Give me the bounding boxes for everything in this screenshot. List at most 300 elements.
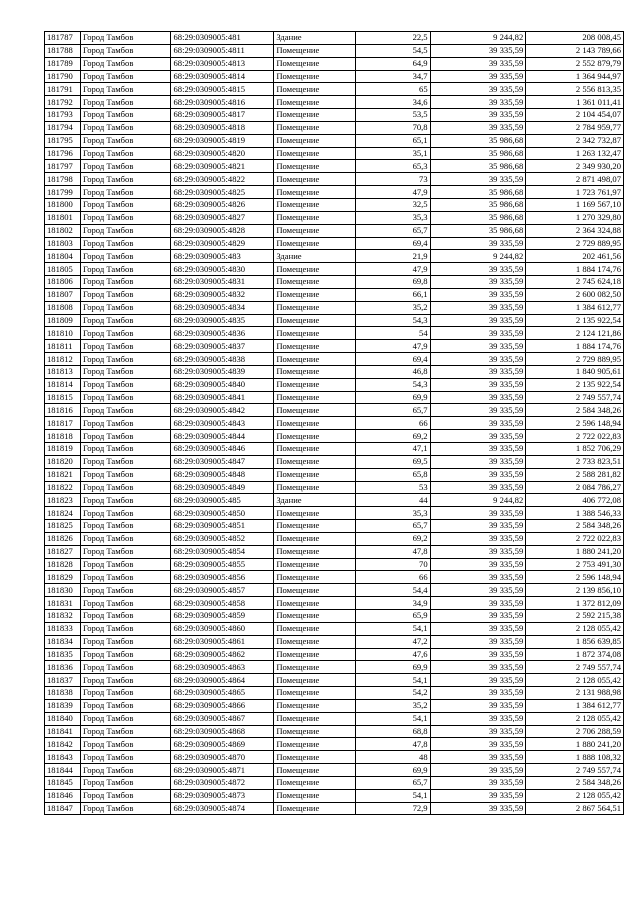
cadastral-number-cell: 68:29:0309005:4822 xyxy=(171,173,274,186)
area-cell: 69,2 xyxy=(355,430,430,443)
city-cell: Город Тамбов xyxy=(80,494,171,507)
cadastral-number-cell: 68:29:0309005:4839 xyxy=(171,365,274,378)
cadastral-value-cell: 2 135 922,54 xyxy=(526,314,624,327)
row-number-cell: 181797 xyxy=(45,160,81,173)
cadastral-value-cell: 1 270 329,80 xyxy=(526,211,624,224)
row-number-cell: 181843 xyxy=(45,751,81,764)
table-row xyxy=(45,237,624,250)
city-cell: Город Тамбов xyxy=(80,301,171,314)
table-row xyxy=(45,532,624,545)
cadastral-value-cell: 2 596 148,94 xyxy=(526,571,624,584)
cadastral-number-cell: 68:29:0309005:4836 xyxy=(171,327,274,340)
unit-value-cell: 39 335,59 xyxy=(430,776,526,789)
object-type-cell: Помещение xyxy=(274,751,355,764)
table-row xyxy=(45,764,624,777)
unit-value-cell: 39 335,59 xyxy=(430,443,526,456)
cadastral-value-cell: 2 584 348,26 xyxy=(526,520,624,533)
cadastral-value-cell: 2 552 879,79 xyxy=(526,57,624,70)
cadastral-number-cell: 68:29:0309005:4862 xyxy=(171,648,274,661)
city-cell: Город Тамбов xyxy=(80,584,171,597)
object-type-cell: Помещение xyxy=(274,597,355,610)
object-type-cell: Помещение xyxy=(274,147,355,160)
city-cell: Город Тамбов xyxy=(80,250,171,263)
unit-value-cell: 9 244,82 xyxy=(430,250,526,263)
cadastral-value-table xyxy=(44,31,624,815)
cadastral-value-cell: 1 880 241,20 xyxy=(526,738,624,751)
city-cell: Город Тамбов xyxy=(80,353,171,366)
cadastral-value-cell: 202 461,56 xyxy=(526,250,624,263)
row-number-cell: 181837 xyxy=(45,674,81,687)
cadastral-value-cell: 1 852 706,29 xyxy=(526,443,624,456)
row-number-cell: 181829 xyxy=(45,571,81,584)
row-number-cell: 181808 xyxy=(45,301,81,314)
city-cell: Город Тамбов xyxy=(80,507,171,520)
city-cell: Город Тамбов xyxy=(80,378,171,391)
unit-value-cell: 39 335,59 xyxy=(430,430,526,443)
city-cell: Город Тамбов xyxy=(80,32,171,45)
object-type-cell: Помещение xyxy=(274,301,355,314)
row-number-cell: 181807 xyxy=(45,288,81,301)
unit-value-cell: 39 335,59 xyxy=(430,301,526,314)
object-type-cell: Помещение xyxy=(274,622,355,635)
object-type-cell: Помещение xyxy=(274,96,355,109)
area-cell: 65,1 xyxy=(355,134,430,147)
row-number-cell: 181831 xyxy=(45,597,81,610)
cadastral-number-cell: 68:29:0309005:4864 xyxy=(171,674,274,687)
cadastral-number-cell: 68:29:0309005:4851 xyxy=(171,520,274,533)
city-cell: Город Тамбов xyxy=(80,276,171,289)
object-type-cell: Помещение xyxy=(274,391,355,404)
cadastral-number-cell: 68:29:0309005:4811 xyxy=(171,44,274,57)
city-cell: Город Тамбов xyxy=(80,468,171,481)
cadastral-value-cell: 1 856 639,85 xyxy=(526,635,624,648)
object-type-cell: Помещение xyxy=(274,404,355,417)
area-cell: 69,4 xyxy=(355,237,430,250)
area-cell: 35,3 xyxy=(355,507,430,520)
object-type-cell: Помещение xyxy=(274,661,355,674)
object-type-cell: Помещение xyxy=(274,776,355,789)
city-cell: Город Тамбов xyxy=(80,558,171,571)
object-type-cell: Помещение xyxy=(274,571,355,584)
cadastral-value-cell: 2 124 121,86 xyxy=(526,327,624,340)
row-number-cell: 181799 xyxy=(45,186,81,199)
area-cell: 54,3 xyxy=(355,314,430,327)
object-type-cell: Помещение xyxy=(274,558,355,571)
cadastral-value-cell: 2 143 789,66 xyxy=(526,44,624,57)
object-type-cell: Помещение xyxy=(274,57,355,70)
city-cell: Город Тамбов xyxy=(80,648,171,661)
cadastral-number-cell: 68:29:0309005:4841 xyxy=(171,391,274,404)
row-number-cell: 181812 xyxy=(45,353,81,366)
city-cell: Город Тамбов xyxy=(80,738,171,751)
city-cell: Город Тамбов xyxy=(80,70,171,83)
object-type-cell: Помещение xyxy=(274,648,355,661)
row-number-cell: 181823 xyxy=(45,494,81,507)
area-cell: 54,1 xyxy=(355,622,430,635)
unit-value-cell: 39 335,59 xyxy=(430,481,526,494)
unit-value-cell: 39 335,59 xyxy=(430,263,526,276)
table-row xyxy=(45,635,624,648)
unit-value-cell: 39 335,59 xyxy=(430,558,526,571)
city-cell: Город Тамбов xyxy=(80,532,171,545)
unit-value-cell: 39 335,59 xyxy=(430,622,526,635)
unit-value-cell: 35 986,68 xyxy=(430,147,526,160)
table-row xyxy=(45,70,624,83)
city-cell: Город Тамбов xyxy=(80,571,171,584)
table-row xyxy=(45,391,624,404)
cadastral-value-cell: 2 584 348,26 xyxy=(526,404,624,417)
unit-value-cell: 39 335,59 xyxy=(430,687,526,700)
cadastral-value-cell: 1 388 546,33 xyxy=(526,507,624,520)
cadastral-number-cell: 68:29:0309005:483 xyxy=(171,250,274,263)
table-row xyxy=(45,160,624,173)
cadastral-value-cell: 1 361 011,41 xyxy=(526,96,624,109)
area-cell: 65,7 xyxy=(355,404,430,417)
city-cell: Город Тамбов xyxy=(80,622,171,635)
city-cell: Город Тамбов xyxy=(80,661,171,674)
object-type-cell: Помещение xyxy=(274,70,355,83)
cadastral-number-cell: 68:29:0309005:4825 xyxy=(171,186,274,199)
area-cell: 21,9 xyxy=(355,250,430,263)
row-number-cell: 181847 xyxy=(45,802,81,815)
object-type-cell: Помещение xyxy=(274,327,355,340)
area-cell: 53,5 xyxy=(355,109,430,122)
row-number-cell: 181840 xyxy=(45,712,81,725)
cadastral-value-cell: 2 342 732,87 xyxy=(526,134,624,147)
cadastral-value-cell: 2 749 557,74 xyxy=(526,764,624,777)
row-number-cell: 181824 xyxy=(45,507,81,520)
object-type-cell: Помещение xyxy=(274,699,355,712)
city-cell: Город Тамбов xyxy=(80,263,171,276)
city-cell: Город Тамбов xyxy=(80,764,171,777)
cadastral-value-cell: 2 749 557,74 xyxy=(526,391,624,404)
table-row xyxy=(45,751,624,764)
cadastral-number-cell: 68:29:0309005:4861 xyxy=(171,635,274,648)
city-cell: Город Тамбов xyxy=(80,430,171,443)
area-cell: 47,9 xyxy=(355,263,430,276)
cadastral-value-cell: 2 784 959,77 xyxy=(526,121,624,134)
city-cell: Город Тамбов xyxy=(80,211,171,224)
row-number-cell: 181789 xyxy=(45,57,81,70)
area-cell: 69,5 xyxy=(355,455,430,468)
unit-value-cell: 39 335,59 xyxy=(430,314,526,327)
object-type-cell: Помещение xyxy=(274,211,355,224)
unit-value-cell: 39 335,59 xyxy=(430,276,526,289)
cadastral-value-cell: 208 008,45 xyxy=(526,32,624,45)
unit-value-cell: 39 335,59 xyxy=(430,802,526,815)
object-type-cell: Помещение xyxy=(274,764,355,777)
city-cell: Город Тамбов xyxy=(80,751,171,764)
cadastral-value-cell: 2 733 823,51 xyxy=(526,455,624,468)
city-cell: Город Тамбов xyxy=(80,699,171,712)
unit-value-cell: 39 335,59 xyxy=(430,751,526,764)
cadastral-value-cell: 2 706 288,59 xyxy=(526,725,624,738)
cadastral-value-cell: 2 867 564,51 xyxy=(526,802,624,815)
object-type-cell: Помещение xyxy=(274,224,355,237)
unit-value-cell: 39 335,59 xyxy=(430,327,526,340)
unit-value-cell: 39 335,59 xyxy=(430,288,526,301)
row-number-cell: 181792 xyxy=(45,96,81,109)
city-cell: Город Тамбов xyxy=(80,417,171,430)
city-cell: Город Тамбов xyxy=(80,404,171,417)
cadastral-value-cell: 1 384 612,77 xyxy=(526,699,624,712)
cadastral-value-cell: 2 584 348,26 xyxy=(526,776,624,789)
unit-value-cell: 39 335,59 xyxy=(430,83,526,96)
object-type-cell: Помещение xyxy=(274,481,355,494)
unit-value-cell: 39 335,59 xyxy=(430,353,526,366)
table-row xyxy=(45,224,624,237)
city-cell: Город Тамбов xyxy=(80,340,171,353)
table-row xyxy=(45,584,624,597)
row-number-cell: 181839 xyxy=(45,699,81,712)
row-number-cell: 181815 xyxy=(45,391,81,404)
area-cell: 53 xyxy=(355,481,430,494)
area-cell: 34,7 xyxy=(355,70,430,83)
unit-value-cell: 39 335,59 xyxy=(430,391,526,404)
area-cell: 54,1 xyxy=(355,674,430,687)
object-type-cell: Помещение xyxy=(274,443,355,456)
row-number-cell: 181809 xyxy=(45,314,81,327)
cadastral-number-cell: 68:29:0309005:4850 xyxy=(171,507,274,520)
cadastral-number-cell: 68:29:0309005:4855 xyxy=(171,558,274,571)
unit-value-cell: 39 335,59 xyxy=(430,340,526,353)
cadastral-value-cell: 2 084 786,27 xyxy=(526,481,624,494)
object-type-cell: Помещение xyxy=(274,417,355,430)
area-cell: 54 xyxy=(355,327,430,340)
unit-value-cell: 39 335,59 xyxy=(430,404,526,417)
area-cell: 54,4 xyxy=(355,584,430,597)
city-cell: Город Тамбов xyxy=(80,674,171,687)
object-type-cell: Помещение xyxy=(274,455,355,468)
table-row xyxy=(45,494,624,507)
table-row xyxy=(45,301,624,314)
area-cell: 47,9 xyxy=(355,340,430,353)
city-cell: Город Тамбов xyxy=(80,635,171,648)
row-number-cell: 181791 xyxy=(45,83,81,96)
row-number-cell: 181834 xyxy=(45,635,81,648)
area-cell: 69,9 xyxy=(355,661,430,674)
city-cell: Город Тамбов xyxy=(80,712,171,725)
row-number-cell: 181816 xyxy=(45,404,81,417)
cadastral-value-cell: 2 139 856,10 xyxy=(526,584,624,597)
object-type-cell: Помещение xyxy=(274,545,355,558)
unit-value-cell: 39 335,59 xyxy=(430,365,526,378)
cadastral-value-cell: 2 596 148,94 xyxy=(526,417,624,430)
city-cell: Город Тамбов xyxy=(80,134,171,147)
city-cell: Город Тамбов xyxy=(80,776,171,789)
cadastral-number-cell: 68:29:0309005:4865 xyxy=(171,687,274,700)
unit-value-cell: 39 335,59 xyxy=(430,70,526,83)
table-row xyxy=(45,687,624,700)
city-cell: Город Тамбов xyxy=(80,44,171,57)
table-row xyxy=(45,109,624,122)
table-row xyxy=(45,32,624,45)
city-cell: Город Тамбов xyxy=(80,391,171,404)
unit-value-cell: 39 335,59 xyxy=(430,173,526,186)
area-cell: 65,7 xyxy=(355,520,430,533)
row-number-cell: 181821 xyxy=(45,468,81,481)
cadastral-value-cell: 2 592 215,38 xyxy=(526,609,624,622)
row-number-cell: 181819 xyxy=(45,443,81,456)
table-row xyxy=(45,57,624,70)
unit-value-cell: 39 335,59 xyxy=(430,712,526,725)
table-row xyxy=(45,776,624,789)
row-number-cell: 181796 xyxy=(45,147,81,160)
unit-value-cell: 35 986,68 xyxy=(430,134,526,147)
city-cell: Город Тамбов xyxy=(80,83,171,96)
table-row xyxy=(45,609,624,622)
object-type-cell: Здание xyxy=(274,250,355,263)
cadastral-number-cell: 68:29:0309005:4821 xyxy=(171,160,274,173)
cadastral-number-cell: 68:29:0309005:4832 xyxy=(171,288,274,301)
city-cell: Город Тамбов xyxy=(80,597,171,610)
cadastral-number-cell: 68:29:0309005:4814 xyxy=(171,70,274,83)
object-type-cell: Помещение xyxy=(274,340,355,353)
table-row xyxy=(45,147,624,160)
cadastral-value-cell: 2 364 324,88 xyxy=(526,224,624,237)
table-row xyxy=(45,558,624,571)
row-number-cell: 181828 xyxy=(45,558,81,571)
area-cell: 73 xyxy=(355,173,430,186)
row-number-cell: 181822 xyxy=(45,481,81,494)
table-row xyxy=(45,468,624,481)
cadastral-value-cell: 2 749 557,74 xyxy=(526,661,624,674)
table-row xyxy=(45,699,624,712)
table-row xyxy=(45,597,624,610)
area-cell: 70 xyxy=(355,558,430,571)
area-cell: 47,6 xyxy=(355,648,430,661)
unit-value-cell: 39 335,59 xyxy=(430,417,526,430)
object-type-cell: Помещение xyxy=(274,468,355,481)
object-type-cell: Помещение xyxy=(274,609,355,622)
cadastral-number-cell: 68:29:0309005:4848 xyxy=(171,468,274,481)
area-cell: 54,5 xyxy=(355,44,430,57)
object-type-cell: Помещение xyxy=(274,121,355,134)
table-row xyxy=(45,173,624,186)
table-row xyxy=(45,44,624,57)
cadastral-number-cell: 68:29:0309005:4866 xyxy=(171,699,274,712)
cadastral-value-cell: 2 753 491,30 xyxy=(526,558,624,571)
cadastral-number-cell: 68:29:0309005:4829 xyxy=(171,237,274,250)
table-row xyxy=(45,83,624,96)
object-type-cell: Помещение xyxy=(274,173,355,186)
city-cell: Город Тамбов xyxy=(80,314,171,327)
unit-value-cell: 39 335,59 xyxy=(430,648,526,661)
cadastral-value-cell: 2 729 889,95 xyxy=(526,353,624,366)
row-number-cell: 181794 xyxy=(45,121,81,134)
cadastral-value-cell: 2 556 813,35 xyxy=(526,83,624,96)
city-cell: Город Тамбов xyxy=(80,57,171,70)
area-cell: 70,8 xyxy=(355,121,430,134)
cadastral-value-cell: 406 772,08 xyxy=(526,494,624,507)
cadastral-value-cell: 2 104 454,07 xyxy=(526,109,624,122)
area-cell: 65 xyxy=(355,83,430,96)
row-number-cell: 181838 xyxy=(45,687,81,700)
table-row xyxy=(45,443,624,456)
cadastral-number-cell: 68:29:0309005:4847 xyxy=(171,455,274,468)
table-row xyxy=(45,738,624,751)
area-cell: 47,2 xyxy=(355,635,430,648)
cadastral-number-cell: 68:29:0309005:4860 xyxy=(171,622,274,635)
area-cell: 68,8 xyxy=(355,725,430,738)
cadastral-number-cell: 68:29:0309005:4817 xyxy=(171,109,274,122)
table-row xyxy=(45,674,624,687)
row-number-cell: 181818 xyxy=(45,430,81,443)
object-type-cell: Помещение xyxy=(274,237,355,250)
cadastral-number-cell: 68:29:0309005:4854 xyxy=(171,545,274,558)
object-type-cell: Помещение xyxy=(274,365,355,378)
area-cell: 47,8 xyxy=(355,545,430,558)
table-row xyxy=(45,353,624,366)
table-row xyxy=(45,545,624,558)
cadastral-number-cell: 68:29:0309005:4871 xyxy=(171,764,274,777)
cadastral-number-cell: 68:29:0309005:4843 xyxy=(171,417,274,430)
unit-value-cell: 39 335,59 xyxy=(430,584,526,597)
object-type-cell: Помещение xyxy=(274,430,355,443)
area-cell: 65,9 xyxy=(355,609,430,622)
city-cell: Город Тамбов xyxy=(80,365,171,378)
city-cell: Город Тамбов xyxy=(80,443,171,456)
row-number-cell: 181811 xyxy=(45,340,81,353)
cadastral-number-cell: 68:29:0309005:4813 xyxy=(171,57,274,70)
cadastral-value-cell: 2 349 930,20 xyxy=(526,160,624,173)
cadastral-number-cell: 68:29:0309005:485 xyxy=(171,494,274,507)
object-type-cell: Помещение xyxy=(274,687,355,700)
row-number-cell: 181836 xyxy=(45,661,81,674)
unit-value-cell: 39 335,59 xyxy=(430,789,526,802)
object-type-cell: Помещение xyxy=(274,198,355,211)
city-cell: Город Тамбов xyxy=(80,186,171,199)
area-cell: 47,8 xyxy=(355,738,430,751)
area-cell: 69,9 xyxy=(355,391,430,404)
row-number-cell: 181800 xyxy=(45,198,81,211)
object-type-cell: Помещение xyxy=(274,186,355,199)
area-cell: 66,1 xyxy=(355,288,430,301)
cadastral-number-cell: 68:29:0309005:4857 xyxy=(171,584,274,597)
city-cell: Город Тамбов xyxy=(80,198,171,211)
object-type-cell: Помещение xyxy=(274,725,355,738)
row-number-cell: 181835 xyxy=(45,648,81,661)
table-row xyxy=(45,250,624,263)
row-number-cell: 181798 xyxy=(45,173,81,186)
area-cell: 66 xyxy=(355,417,430,430)
area-cell: 64,9 xyxy=(355,57,430,70)
unit-value-cell: 39 335,59 xyxy=(430,597,526,610)
unit-value-cell: 39 335,59 xyxy=(430,609,526,622)
cadastral-number-cell: 68:29:0309005:4867 xyxy=(171,712,274,725)
cadastral-number-cell: 68:29:0309005:4846 xyxy=(171,443,274,456)
area-cell: 69,4 xyxy=(355,353,430,366)
row-number-cell: 181841 xyxy=(45,725,81,738)
cadastral-number-cell: 68:29:0309005:4819 xyxy=(171,134,274,147)
object-type-cell: Помещение xyxy=(274,288,355,301)
city-cell: Город Тамбов xyxy=(80,121,171,134)
row-number-cell: 181806 xyxy=(45,276,81,289)
table-row xyxy=(45,648,624,661)
row-number-cell: 181830 xyxy=(45,584,81,597)
cadastral-number-cell: 68:29:0309005:4828 xyxy=(171,224,274,237)
object-type-cell: Помещение xyxy=(274,584,355,597)
row-number-cell: 181793 xyxy=(45,109,81,122)
table-body xyxy=(45,32,624,815)
cadastral-number-cell: 68:29:0309005:4820 xyxy=(171,147,274,160)
cadastral-number-cell: 68:29:0309005:4842 xyxy=(171,404,274,417)
unit-value-cell: 39 335,59 xyxy=(430,661,526,674)
cadastral-value-cell: 1 263 132,47 xyxy=(526,147,624,160)
table-row xyxy=(45,417,624,430)
city-cell: Город Тамбов xyxy=(80,96,171,109)
unit-value-cell: 35 986,68 xyxy=(430,186,526,199)
